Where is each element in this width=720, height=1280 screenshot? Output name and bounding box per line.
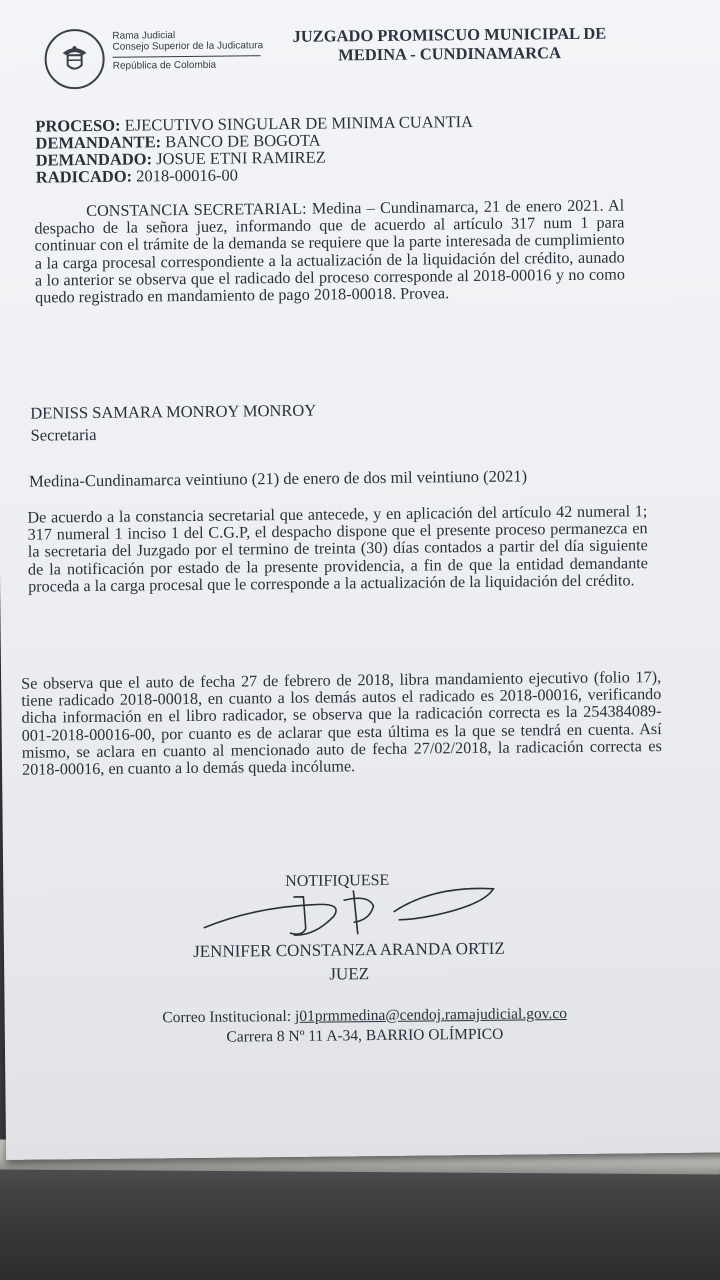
entity-line-1: Rama Judicial bbox=[112, 30, 176, 42]
demandante-value: BANCO DE BOGOTA bbox=[165, 130, 321, 152]
proceso-value: EJECUTIVO SINGULAR DE MINIMA CUANTIA bbox=[124, 111, 474, 135]
judicial-entity-block bbox=[112, 29, 263, 72]
demandante-label: DEMANDANTE: bbox=[35, 132, 162, 153]
court-name bbox=[284, 24, 614, 65]
order-paragraph-1: De acuerdo a la constancia secretarial que antecede, y en aplicación del artículo 42 numeral 1; 317 numeral 1 inciso 1 del C.G.P, el despacho dispone que el presente proceso permanezca en la secretaria del Juzgado por el termino de treinta (30) días contados a partir del día siguiente de la notificación por estado de la presente providencia, a fin de que la entidad demandante proceda a la carga procesal que le corresponde a la actualización de la liquidación del crédito. bbox=[27, 502, 649, 596]
radicado-label: RADICADO: bbox=[35, 166, 133, 187]
coat-of-arms-icon bbox=[44, 29, 105, 90]
secretary-block bbox=[30, 400, 316, 447]
court-line-2: MEDINA - CUNDINAMARCA bbox=[338, 43, 562, 65]
secretary-role: Secretaria bbox=[30, 424, 97, 445]
entity-divider bbox=[113, 55, 261, 58]
date-line: Medina-Cundinamarca veintiuno (21) de enero de dos mil veintiuno (2021) bbox=[28, 466, 528, 491]
judge-role: JUEZ bbox=[329, 964, 370, 984]
court-line-1: JUZGADO PROMISCUO MUNICIPAL DE bbox=[292, 23, 607, 46]
order-paragraph-2: Se observa que el auto de fecha 27 de febrero de 2018, libra mandamiento ejecutivo (folio 17), tiene radicado 2018-00018, en cuanto a los demás autos el radicado es 2018-00016, verificando dicha información en el libro radicador, se observa que la radicación correcta es la 254384089-001-2018-00016-00, por cuanto es de aclarar que esta última es la que se tendrá en cuenta. Así mismo, se aclara en cuanto al mencionado auto de fecha 27/02/2018, la radicación correcta es 2018-00016, en cuanto a lo demás queda incólume. bbox=[21, 668, 662, 779]
email-label: Correo Institucional: bbox=[162, 1007, 292, 1027]
case-details bbox=[35, 113, 473, 186]
demandado-value: JOSUE ETNI RAMIREZ bbox=[156, 147, 326, 169]
entity-line-2: Consejo Superior de la Judicatura bbox=[112, 40, 264, 53]
secretary-name: DENISS SAMARA MONROY MONROY bbox=[30, 400, 317, 423]
letterhead bbox=[44, 21, 665, 91]
demandado-label: DEMANDADO: bbox=[35, 149, 153, 170]
constancia-paragraph: CONSTANCIA SECRETARIAL: Medina – Cundinamarca, 21 de enero 2021. Al despacho de la señora juez, informando que de acuerdo al artículo 317 num 1 para continuar con el trámite de la demanda se requiere que la parte interesada de cumplimiento a la carga procesal correspondiente a la actualización de la liquidación del crédito, aunado a lo anterior se observa que el radicado del proceso corresponde al 2018-00016 y no como quedo registrado en mandamiento de pago 2018-00018. Provea. bbox=[34, 196, 626, 307]
notifiquese-heading: NOTIFIQUESE bbox=[285, 871, 390, 890]
footer-contact bbox=[105, 1003, 625, 1048]
address-line: Carrera 8 Nº 11 A-34, BARRIO OLÍMPICO bbox=[226, 1025, 504, 1046]
entity-line-3: República de Colombia bbox=[112, 59, 217, 72]
judge-block bbox=[169, 936, 529, 988]
email-link[interactable]: j01prmmedina@cendoj.ramajudicial.gov.co bbox=[294, 1005, 567, 1025]
proceso-label: PROCESO: bbox=[35, 115, 121, 136]
radicado-value: 2018-00016-00 bbox=[136, 165, 239, 186]
judge-name: JENNIFER CONSTANZA ARANDA ORTIZ bbox=[193, 938, 505, 961]
